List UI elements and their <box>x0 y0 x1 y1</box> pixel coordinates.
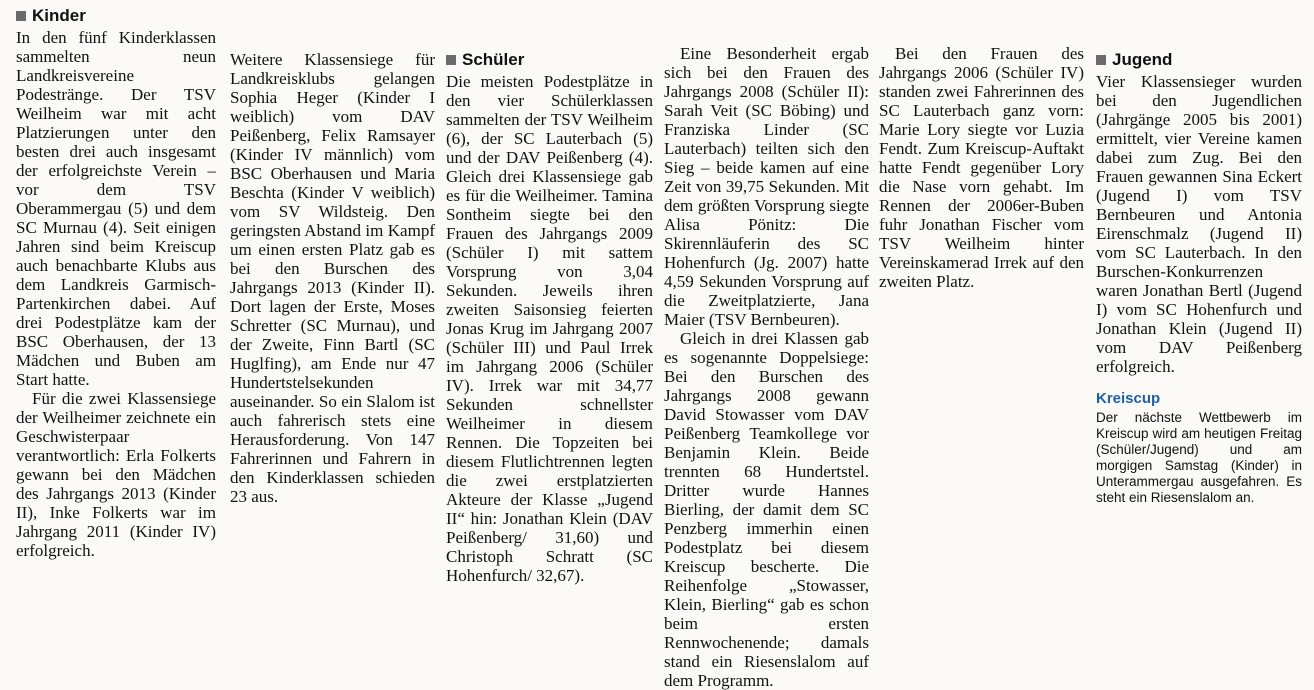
kinder-paragraph-2: Für die zwei Klassensiege der Weilheimer zeichnete ein Geschwisterpaar verantwortlich: Erla Folkerts gewann bei den Mädchen des Jahrgangs 2013 (Kinder II), Inke Folkerts war im Jahrgang 2011 (Kinder IV) erfolgreich. <box>16 389 216 560</box>
column-6 <box>1096 0 1302 505</box>
column-1 <box>16 0 216 560</box>
kreiscup-text: Der nächste Wettbewerb im Kreiscup wird am heutigen Freitag (Schüler/Jugend) und am morgigen Samstag (Kinder) in Unterammergau ausgefahren. Es steht ein Riesenslalom an. <box>1096 410 1302 505</box>
square-bullet-icon <box>446 55 456 65</box>
schueler-paragraph-3: Gleich in drei Klassen gab es sogenannte Doppelsiege: Bei den Burschen des Jahrgangs 2008 gewann David Stowasser vom DAV Peißenberg Teamkollege vor Benjamin Klein. Beide trennten 68 Hundertstel. Dritter wurde Hannes Bierling, der damit dem SC Penzberg immerhin einen Podestplatz bei diesem Kreiscup bescherte. Die Reihenfolge „Stowasser, Klein, Bierling“ gab es schon beim ersten Rennwochenende; damals stand ein Riesenslalom auf dem Programm. <box>664 329 869 690</box>
column-5 <box>879 0 1084 470</box>
section-heading-kinder <box>16 6 216 26</box>
column-3 <box>446 0 653 585</box>
kreiscup-title: Kreiscup <box>1096 390 1161 407</box>
kinder-paragraph-1: In den fünf Kinderklassen sammelten neun Landkreisvereine Podestränge. Der TSV Weilheim war mit acht Platzierungen unter den besten drei auch insgesamt der erfolgreichste Verein – vor dem TSV Oberammergau (5) und dem SC Murnau (4). Seit einigen Jahren sind beim Kreiscup auch benachbarte Klubs aus dem Landkreis Garmisch-Partenkirchen dabei. Auf drei Podestplätze kam der BSC Oberhausen, der 13 Mädchen und Buben am Start hatte. <box>16 28 216 389</box>
heading-schueler-text: Schüler <box>462 50 525 69</box>
square-bullet-icon <box>16 11 26 21</box>
column-2 <box>230 0 435 506</box>
schueler-paragraph-2: Eine Besonderheit ergab sich bei den Frauen des Jahrgangs 2008 (Schüler II): Sarah Veit (SC Böbing) und Franziska Linder (SC Lauterbach) teilten sich den Sieg – beide kamen auf eine Zeit von 39,75 Sekunden. Mit dem größten Vorsprung siegte Alisa Pönitz: Die Skirennläuferin des SC Hohenfurch (Jg. 2007) hatte 4,59 Sekunden Vorsprung auf die Zweitplatzierte, Jana Maier (TSV Bernbeuren). <box>664 44 869 329</box>
section-heading-jugend <box>1096 50 1302 70</box>
schueler-paragraph-1: Die meisten Podestplätze in den vier Schülerklassen sammelten der TSV Weilheim (6), der SC Lauterbach (5) und der DAV Peißenberg (4). Gleich drei Klassensiege gab es für die Weilheimer. Tamina Sontheim siegte bei den Frauen des Jahrgangs 2009 (Schüler I) mit sattem Vorsprung von 3,04 Sekunden. Jeweils ihren zweiten Saisonsieg feierten Jonas Krug im Jahrgang 2007 (Schüler III) und Paul Irrek im Jahrgang 2006 (Schüler IV). Irrek war mit 34,77 Sekunden schnellster Weilheimer in diesem Rennen. Die Topzeiten bei diesem Flutlichtrennen legten die zwei erstplatzierten Akteure der Klasse „Jugend II“ hin: Jonathan Klein (DAV Peißenberg/ 31,60) und Christoph Schratt (SC Hohenfurch/ 32,67). <box>446 72 653 585</box>
column-4 <box>664 0 869 690</box>
heading-kinder-text: Kinder <box>32 6 86 25</box>
heading-jugend-text: Jugend <box>1112 50 1173 69</box>
jugend-paragraph-1: Vier Klassensieger wurden bei den Jugendlichen (Jahrgänge 2005 bis 2001) ermittelt, vier Vereine kamen dabei zum Zug. Bei den Frauen gewannen Sina Eckert (Jugend I) vom TSV Bernbeuren und Antonia Eirenschmalz (Jugend II) vom SC Lauterbach. In den Burschen-Konkurrenzen waren Jonathan Bertl (Jugend I) vom SC Hohenfurch und Jonathan Klein (Jugend II) vom DAV Peißenberg erfolgreich. <box>1096 72 1302 376</box>
schueler-paragraph-4: Bei den Frauen des Jahrgangs 2006 (Schüler IV) standen zwei Fahrerinnen des SC Lauterbach ganz vorn: Marie Lory siegte vor Luzia Fendt. Zum Kreiscup-Auftakt hatte Fendt gegenüber Lory die Nase vorn gehabt. Im Rennen der 2006er-Buben fuhr Jonathan Fischer vom TSV Weilheim hinter Vereinskamerad Irrek auf den zweiten Platz. <box>879 44 1084 291</box>
square-bullet-icon <box>1096 55 1106 65</box>
kinder-paragraph-3: Weitere Klassensiege für Landkreisklubs gelangen Sophia Heger (Kinder I weiblich) vom DAV Peißenberg, Felix Ramsayer (Kinder IV männlich) vom BSC Oberhausen und Maria Beschta (Kinder V weiblich) vom SV Wildsteig. Den geringsten Abstand im Kampf um einen ersten Platz gab es bei den Burschen des Jahrgangs 2013 (Kinder II). Dort lagen der Erste, Moses Schretter (SC Murnau), und der Zweite, Finn Bartl (SC Huglfing), am Ende nur 47 Hundertstelsekunden auseinander. So ein Slalom ist auch fahrerisch stets eine Herausforderung. Von 147 Fahrerinnen und Fahrern in den Kinderklassen schieden 23 aus. <box>230 50 435 506</box>
section-heading-schueler <box>446 50 653 70</box>
